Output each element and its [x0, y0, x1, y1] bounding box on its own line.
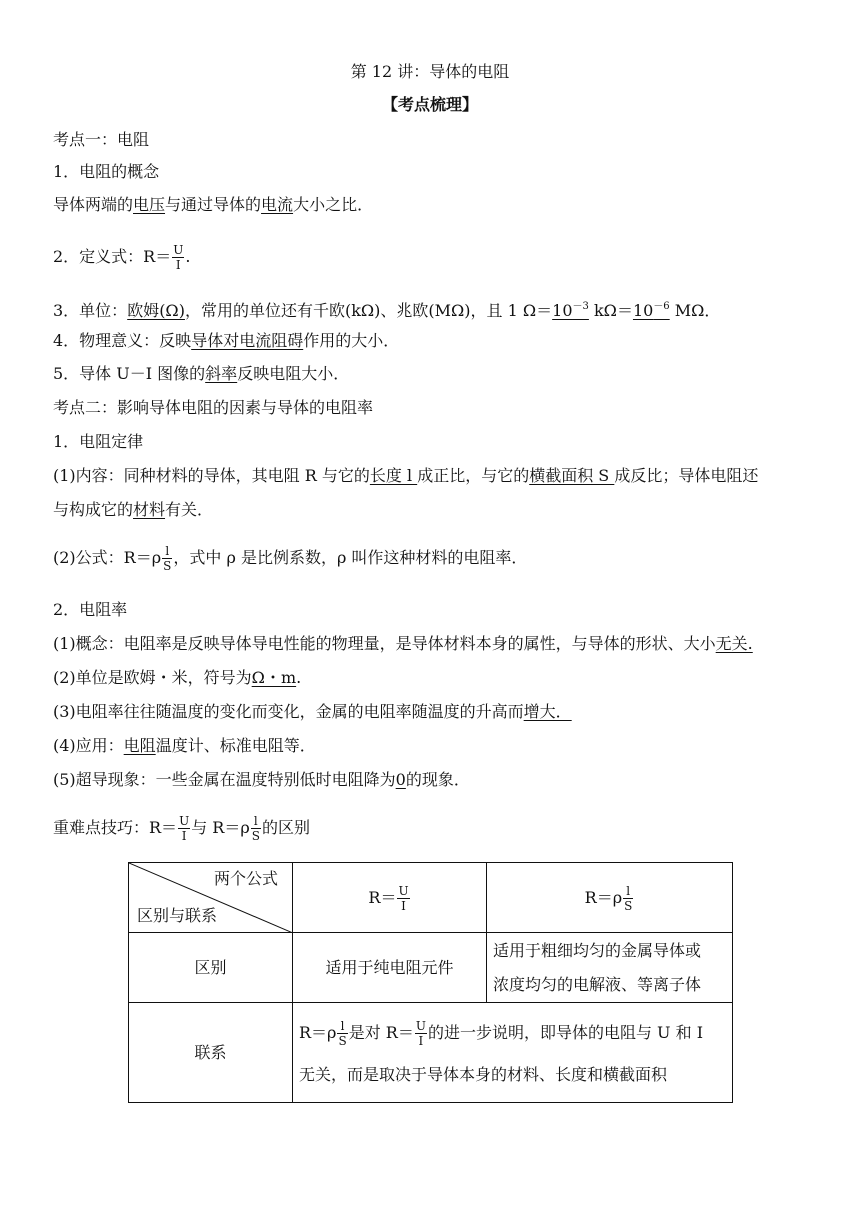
paragraph-ui-slope: 5．导体 U－I 图像的斜率反映电阻大小． [53, 364, 350, 383]
paragraph-resistivity-application: (4)应用：电阻温度计、标准电阻等． [53, 736, 316, 755]
paragraph-resistivity-concept: (1)概念：电阻率是反映导体导电性能的物理量，是导体材料本身的属性，与导体的形状、大小无关. [53, 634, 753, 653]
paragraph-superconductivity: (5)超导现象：一些金属在温度特别低时电阻降为0的现象． [53, 770, 470, 789]
item-title-resistance-law: 1．电阻定律 [53, 432, 144, 451]
row-label-connection: 联系 [129, 1003, 293, 1103]
paragraph-key-tip: 重难点技巧：R＝ $\frac{U}{I}$ 与 R＝ρ $\frac{l}{S}$ 的区别 [53, 814, 310, 843]
paragraph-resistance-definition: 导体两端的电压与通过导体的电流大小之比． [53, 195, 374, 214]
cell-pure-resistor: 适用于纯电阻元件 [293, 933, 487, 1003]
table-header-row [129, 863, 733, 933]
item-title-resistivity: 2．电阻率 [53, 600, 128, 619]
paragraph-units: 3．单位：欧姆(Ω)，常用的单位还有千欧(kΩ)、兆欧(MΩ)，且 1 $\Omega=10^{-3}$ $k\Omega=10^{-6}$ MΩ． [53, 301, 721, 320]
section-heading-2: 考点二：影响导体电阻的因素与导体的电阻率 [53, 398, 374, 417]
paragraph-law-content-line1: (1)内容：同种材料的导体，其电阻 R 与它的长度 l 成正比，与它的横截面积 S 成反比；导体电阻还 [53, 466, 759, 485]
corner-label-bottom: 区别与联系 [137, 906, 218, 925]
row-label-difference: 区别 [129, 933, 293, 1003]
paragraph-resistivity-unit: (2)单位是欧姆・米，符号为Ω・m. [53, 668, 302, 687]
paragraph-law-content-line2: 与构成它的材料有关． [53, 500, 214, 519]
header-formula-ui: R＝ $\frac{U}{I}$ [293, 863, 487, 933]
section-subtitle: 【考点梳理】 [381, 95, 478, 114]
cell-connection-text: R＝ρ $\frac{l}{S}$ 是对 R＝ $\frac{U}{I}$ 的进一步说明，即导体的电阻与 U 和 I 无关，而是取决于导体本身的材料、长度和横截面积 [293, 1003, 733, 1103]
table-row [129, 933, 733, 1003]
paragraph-resistivity-temperature: (3)电阻率往往随温度的变化而变化，金属的电阻率随温度的升高而增大． [53, 702, 572, 721]
fraction-u-over-i: $\frac{U}{I}$ [173, 243, 184, 272]
cell-uniform-conductor: 适用于粗细均匀的金属导体或 浓度均匀的电解液、等离子体 [487, 933, 733, 1003]
fraction-l-over-s: $\frac{l}{S}$ [163, 544, 172, 573]
paragraph-law-formula: (2)公式：R＝ρ $\frac{l}{S}$ ，式中 ρ 是比例系数，ρ 叫作这种材料的电阻率． [53, 544, 528, 573]
comparison-table [128, 862, 733, 1103]
corner-label-top: 两个公式 [213, 869, 278, 888]
section-heading-1: 考点一：电阻 [53, 130, 150, 149]
item-title-resistance-concept: 1．电阻的概念 [53, 162, 160, 181]
table-corner-cell [129, 863, 293, 933]
table-row [129, 1003, 733, 1103]
page-title: 第 12 讲：导体的电阻 [350, 62, 510, 81]
paragraph-physical-meaning: 4．物理意义：反映导体对电流阻碍作用的大小． [53, 331, 400, 350]
paragraph-definition-formula: 2．定义式：R＝ $\frac{U}{I}$ . [53, 243, 191, 272]
header-formula-rho-ls: R＝ρ $\frac{l}{S}$ [487, 863, 733, 933]
